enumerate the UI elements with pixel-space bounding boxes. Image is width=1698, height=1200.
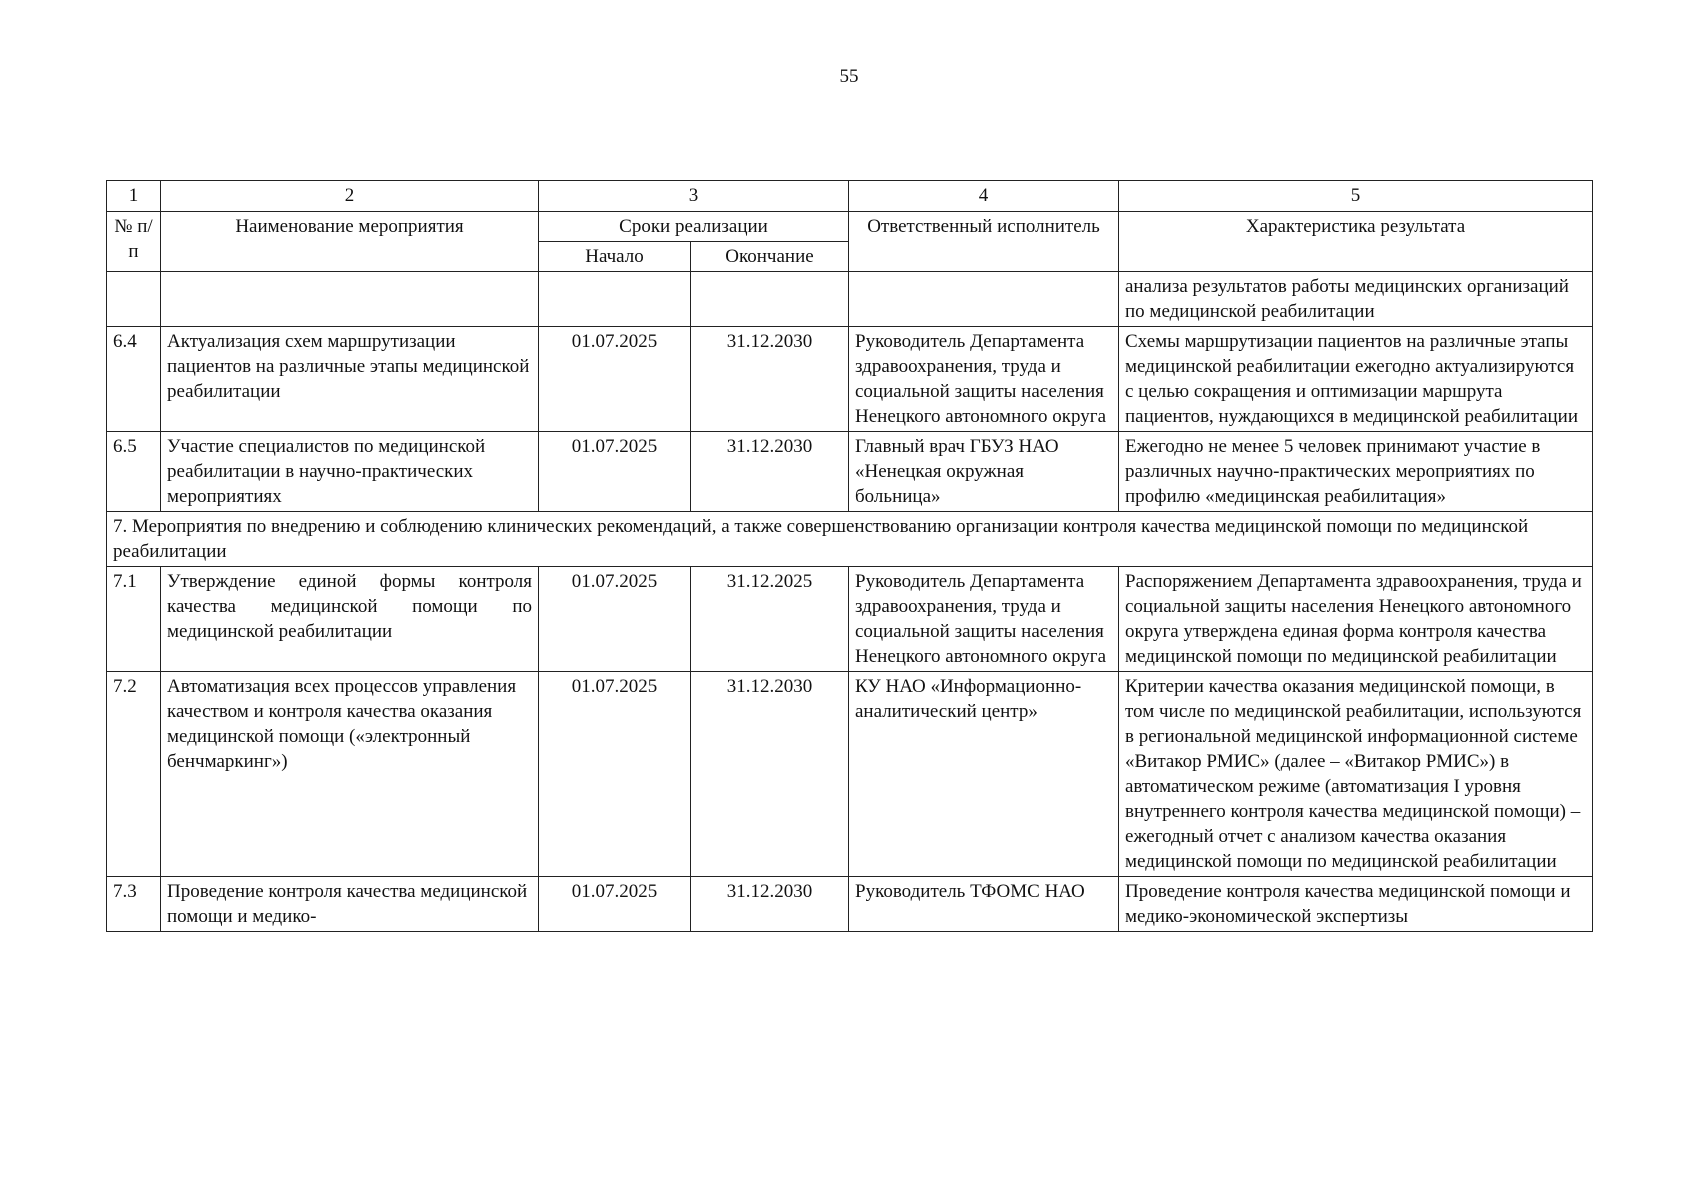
cell-num: 7.3 [107, 877, 161, 932]
cell-result: Ежегодно не менее 5 человек принимают участие в различных научно-практических мероприятиях по профилю «медицинская реабилитация» [1119, 432, 1593, 512]
cell-responsible: Главный врач ГБУЗ НАО «Ненецкая окружная больница» [849, 432, 1119, 512]
table-row [107, 327, 1593, 432]
header-name: Наименование мероприятия [161, 212, 539, 272]
measures-table [106, 180, 1593, 932]
header-terms: Сроки реализации [539, 212, 849, 242]
col-number-2: 2 [161, 181, 539, 212]
cell-result: Критерии качества оказания медицинской помощи, в том числе по медицинской реабилитации, используются в региональной медицинской информационной системе «Витакор РМИС» (далее – «Витакор РМИС») в автоматическом режиме (автоматизация I уровня внутреннего контроля качества медицинской помощи) – ежегодный отчет с анализом качества оказания медицинской помощи по медицинской реабилитации [1119, 672, 1593, 877]
header-result: Характеристика результата [1119, 212, 1593, 272]
column-number-row [107, 181, 1593, 212]
cell-num: 6.5 [107, 432, 161, 512]
cell-start: 01.07.2025 [539, 567, 691, 672]
cell-name [161, 272, 539, 327]
header-end: Окончание [691, 242, 849, 272]
continuation-row [107, 272, 1593, 327]
cell-result: Проведение контроля качества медицинской помощи и медико-экономической экспертизы [1119, 877, 1593, 932]
cell-responsible: Руководитель ТФОМС НАО [849, 877, 1119, 932]
cell-end: 31.12.2025 [691, 567, 849, 672]
cell-name: Автоматизация всех процессов управления качеством и контроля качества оказания медицинской помощи («электронный бенчмаркинг») [161, 672, 539, 877]
cell-name: Проведение контроля качества медицинской помощи и медико- [161, 877, 539, 932]
page-number: 55 [839, 66, 859, 87]
cell-name: Утверждение единой формы контроля качества медицинской помощи по медицинской реабилитации [161, 567, 539, 672]
cell-num: 7.2 [107, 672, 161, 877]
cell-start: 01.07.2025 [539, 327, 691, 432]
cell-responsible [849, 272, 1119, 327]
cell-responsible: Руководитель Департамента здравоохранения, труда и социальной защиты населения Ненецкого автономного округа [849, 567, 1119, 672]
cell-name: Участие специалистов по медицинской реабилитации в научно-практических мероприятиях [161, 432, 539, 512]
col-number-5: 5 [1119, 181, 1593, 212]
table-row [107, 672, 1593, 877]
col-number-1: 1 [107, 181, 161, 212]
header-start: Начало [539, 242, 691, 272]
cell-responsible: КУ НАО «Информационно-аналитический центр» [849, 672, 1119, 877]
cell-num: 7.1 [107, 567, 161, 672]
section-heading-row [107, 512, 1593, 567]
table-row [107, 567, 1593, 672]
section-7-title: 7. Мероприятия по внедрению и соблюдению клинических рекомендаций, а также совершенствованию организации контроля качества медицинской помощи по медицинской реабилитации [107, 512, 1593, 567]
cell-num: 6.4 [107, 327, 161, 432]
cell-end: 31.12.2030 [691, 672, 849, 877]
cell-result: Схемы маршрутизации пациентов на различные этапы медицинской реабилитации ежегодно актуализируются с целью сокращения и оптимизации маршрута пациентов, нуждающихся в медицинской реабилитации [1119, 327, 1593, 432]
col-number-3: 3 [539, 181, 849, 212]
cell-start [539, 272, 691, 327]
cell-end: 31.12.2030 [691, 432, 849, 512]
header-num: № п/п [107, 212, 161, 272]
cell-start: 01.07.2025 [539, 877, 691, 932]
col-number-4: 4 [849, 181, 1119, 212]
cell-end: 31.12.2030 [691, 877, 849, 932]
cell-start: 01.07.2025 [539, 432, 691, 512]
cell-responsible: Руководитель Департамента здравоохранения, труда и социальной защиты населения Ненецкого автономного округа [849, 327, 1119, 432]
table-row [107, 432, 1593, 512]
header-responsible: Ответственный исполнитель [849, 212, 1119, 272]
cell-result: Распоряжением Департамента здравоохранения, труда и социальной защиты населения Ненецкого автономного округа утверждена единая форма контроля качества медицинской помощи по медицинской реабилитации [1119, 567, 1593, 672]
cell-result: анализа результатов работы медицинских организаций по медицинской реабилитации [1119, 272, 1593, 327]
cell-end [691, 272, 849, 327]
cell-start: 01.07.2025 [539, 672, 691, 877]
table-row [107, 877, 1593, 932]
cell-end: 31.12.2030 [691, 327, 849, 432]
header-row [107, 212, 1593, 242]
cell-num [107, 272, 161, 327]
cell-name: Актуализация схем маршрутизации пациентов на различные этапы медицинской реабилитации [161, 327, 539, 432]
